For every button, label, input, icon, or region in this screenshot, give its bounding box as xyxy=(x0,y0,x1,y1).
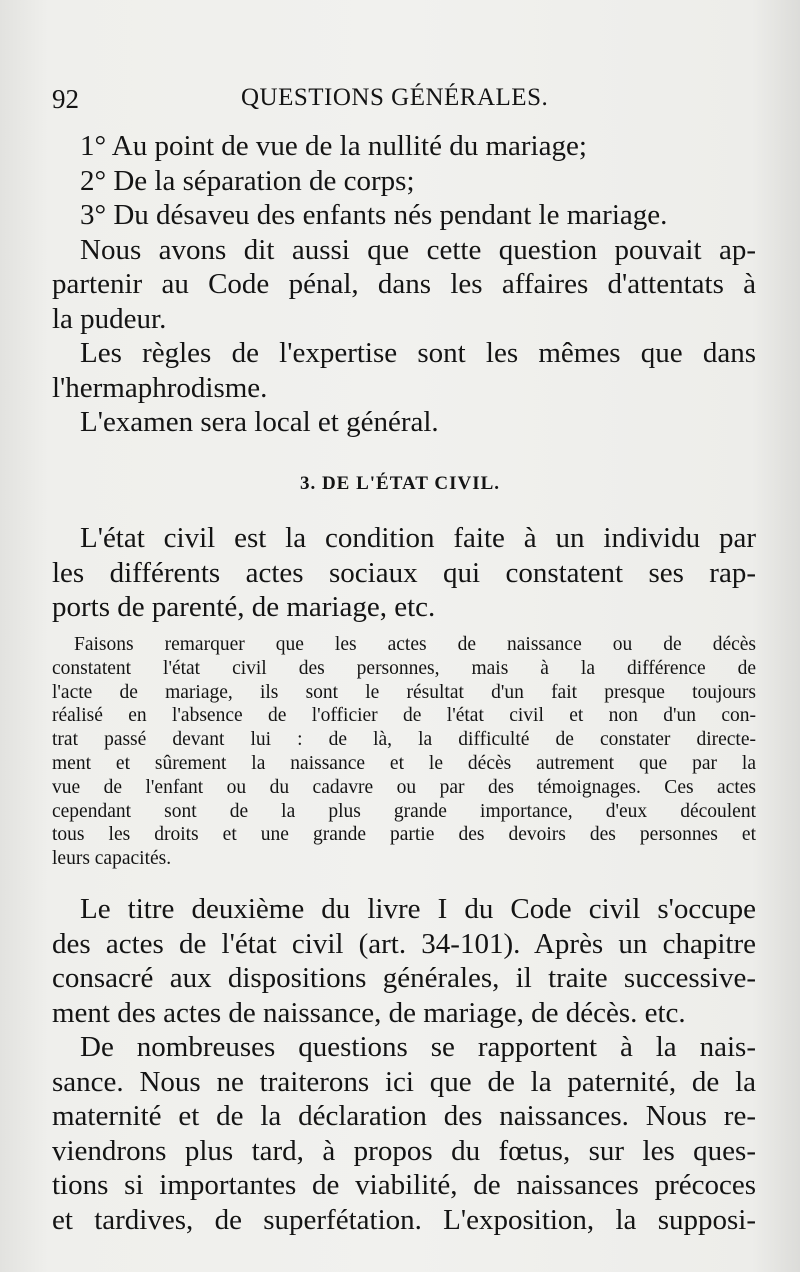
running-title: QUESTIONS GÉNÉRALES. xyxy=(241,84,549,111)
code-paragraph xyxy=(52,892,756,1030)
page-header xyxy=(36,84,750,116)
paragraph-line: l'hermaphrodisme. xyxy=(52,371,268,404)
note-line: l'acte de mariage, ils sont le résultat d'un fait presque toujours xyxy=(52,681,756,703)
list-item: 3° Du désaveu des enfants nés pendant le mariage. xyxy=(80,199,668,231)
list-item: 1° Au point de vue de la nullité du mariage; xyxy=(80,130,587,162)
note-line: trat passé devant lui : de là, la difficulté de constater directe- xyxy=(52,729,756,751)
paragraph-line: des actes de l'état civil (art. 34-101). Après un chapitre xyxy=(52,927,756,960)
page-number: 92 xyxy=(52,84,79,114)
definition-paragraph xyxy=(52,521,756,625)
paragraph-line: les différents actes sociaux qui constatent ses rap- xyxy=(52,556,756,589)
final-paragraph xyxy=(52,1030,756,1237)
paragraph-line: tions si importantes de viabilité, de naissances précoces xyxy=(52,1169,756,1201)
paragraph-line: ports de parenté, de mariage, etc. xyxy=(52,591,436,623)
paragraph-line: maternité et de la déclaration des naissances. Nous re- xyxy=(52,1100,756,1132)
paragraph-line: Nous avons dit aussi que cette question pouvait ap- xyxy=(80,233,756,266)
list-item: 2° De la séparation de corps; xyxy=(80,164,415,197)
paragraph-line: sance. Nous ne traiterons ici que de la paternité, de la xyxy=(52,1065,756,1098)
paragraph-line: L'examen sera local et général. xyxy=(80,406,439,438)
note-line: leurs capacités. xyxy=(52,848,172,870)
paragraph-line: ment des actes de naissance, de mariage, de décès. etc. xyxy=(52,996,686,1029)
section-heading: 3. DE L'ÉTAT CIVIL. xyxy=(299,473,501,494)
paragraph-line: partenir au Code pénal, dans les affaires d'attentats à xyxy=(52,268,756,300)
list-block xyxy=(52,129,756,440)
paragraph-line: consacré aux dispositions générales, il traite successive- xyxy=(52,962,756,994)
paragraph-line: De nombreuses questions se rapportent à la nais- xyxy=(80,1031,756,1063)
note-line: constatent l'état civil des personnes, mais à la différence de xyxy=(52,657,756,679)
paragraph-line: L'état civil est la condition faite à un individu par xyxy=(80,522,756,554)
note-line: réalisé en l'absence de l'officier de l'état civil et non d'un con- xyxy=(52,705,756,727)
paragraph-line: la pudeur. xyxy=(52,302,167,335)
note-line: vue de l'enfant ou du cadavre ou par des témoignages. Ces actes xyxy=(52,776,756,798)
paragraph-line: viendrons plus tard, à propos du fœtus, sur les ques- xyxy=(52,1134,756,1167)
paragraph-line: et tardives, de superfétation. L'exposition, la supposi- xyxy=(52,1203,756,1236)
note-line: ment et sûrement la naissance et le décès autrement que par la xyxy=(52,752,756,774)
note-paragraph xyxy=(52,633,756,871)
paragraph-line: Les règles de l'expertise sont les mêmes que dans xyxy=(80,337,756,369)
paragraph-line: Le titre deuxième du livre I du Code civil s'occupe xyxy=(80,893,756,925)
note-line: tous les droits et une grande partie des devoirs des personnes et xyxy=(52,824,756,846)
note-line: cependant sont de la plus grande importance, d'eux découlent xyxy=(52,800,756,822)
note-line: Faisons remarquer que les actes de naissance ou de décès xyxy=(74,634,756,655)
